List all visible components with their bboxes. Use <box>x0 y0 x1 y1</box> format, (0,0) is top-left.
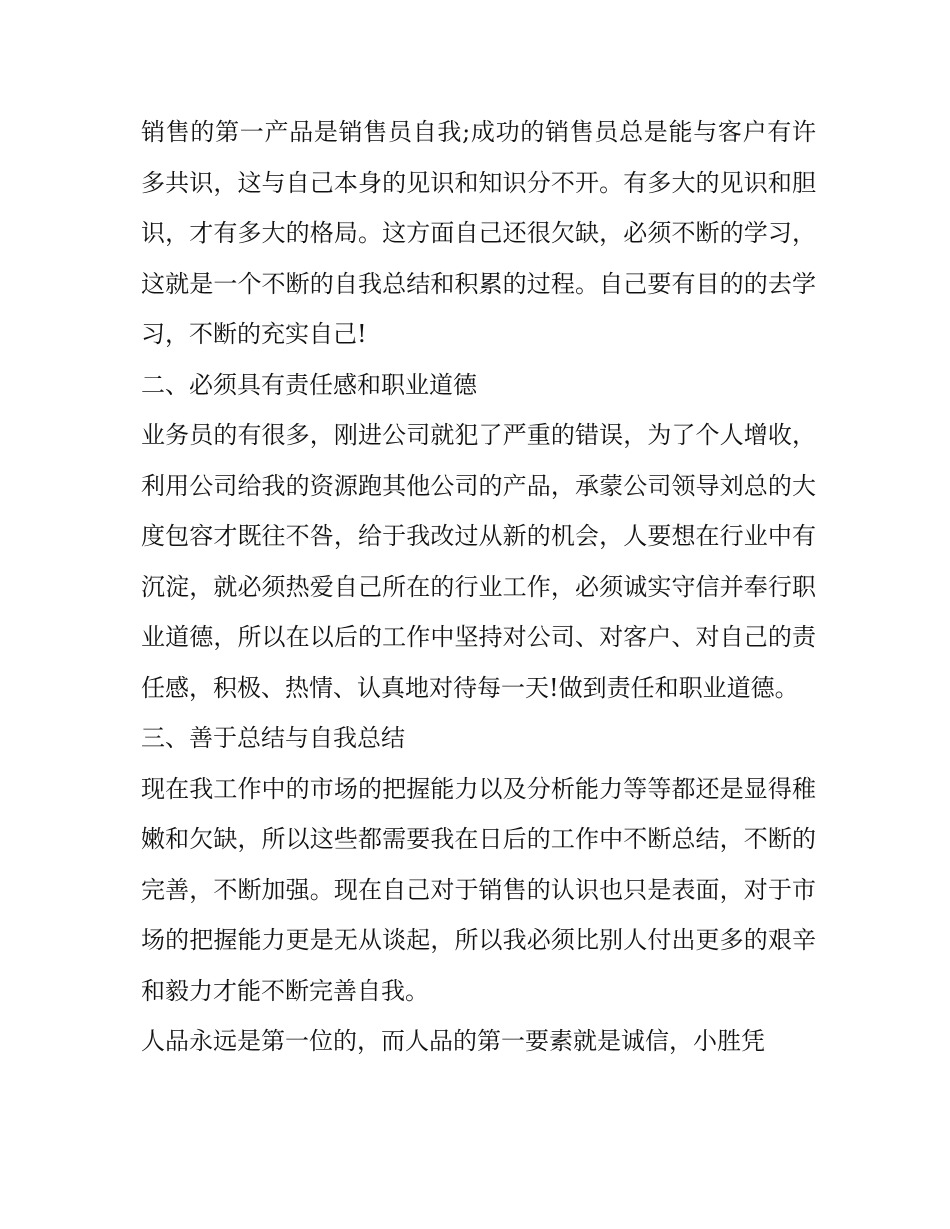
section-heading-responsibility: 二、必须具有责任感和职业道德 <box>141 370 477 399</box>
document-body <box>141 107 816 1067</box>
paragraph-responsibility: 业务员的有很多，刚进公司就犯了严重的错误，为了个人增收，利用公司给我的资源跑其他公司的产品，承蒙公司领导刘总的大度包容才既往不咎，给于我改过从新的机会，人要想在行业中有沉淀，就必须热爱自己所在的行业工作，必须诚实守信并奉行职业道德，所以在以后的工作中坚持对公司、对客户、对自己的责任感，积极、热情、认真地对待每一天!做到责任和职业道德。 <box>141 421 816 702</box>
paragraph-integrity: 人品永远是第一位的，而人品的第一要素就是诚信，小胜凭 <box>141 1027 765 1055</box>
paragraph-self-learning: 销售的第一产品是销售员自我;成功的销售员总是能与客户有许多共识，这与自己本身的见识和知识分不开。有多大的见识和胆识，才有多大的格局。这方面自己还很欠缺，必须不断的学习，这就是一个不断的自我总结和积累的过程。自己要有目的的去学习，不断的充实自己! <box>141 118 816 348</box>
section-heading-summary: 三、善于总结与自我总结 <box>141 724 405 752</box>
paragraph-summary: 现在我工作中的市场的把握能力以及分析能力等等都还是显得稚嫩和欠缺，所以这些都需要我在日后的工作中不断总结，不断的完善，不断加强。现在自己对于销售的认识也只是表面，对于市场的把握能力更是无从谈起，所以我必须比别人付出更多的艰辛和毅力才能不断完善自我。 <box>141 774 816 1005</box>
